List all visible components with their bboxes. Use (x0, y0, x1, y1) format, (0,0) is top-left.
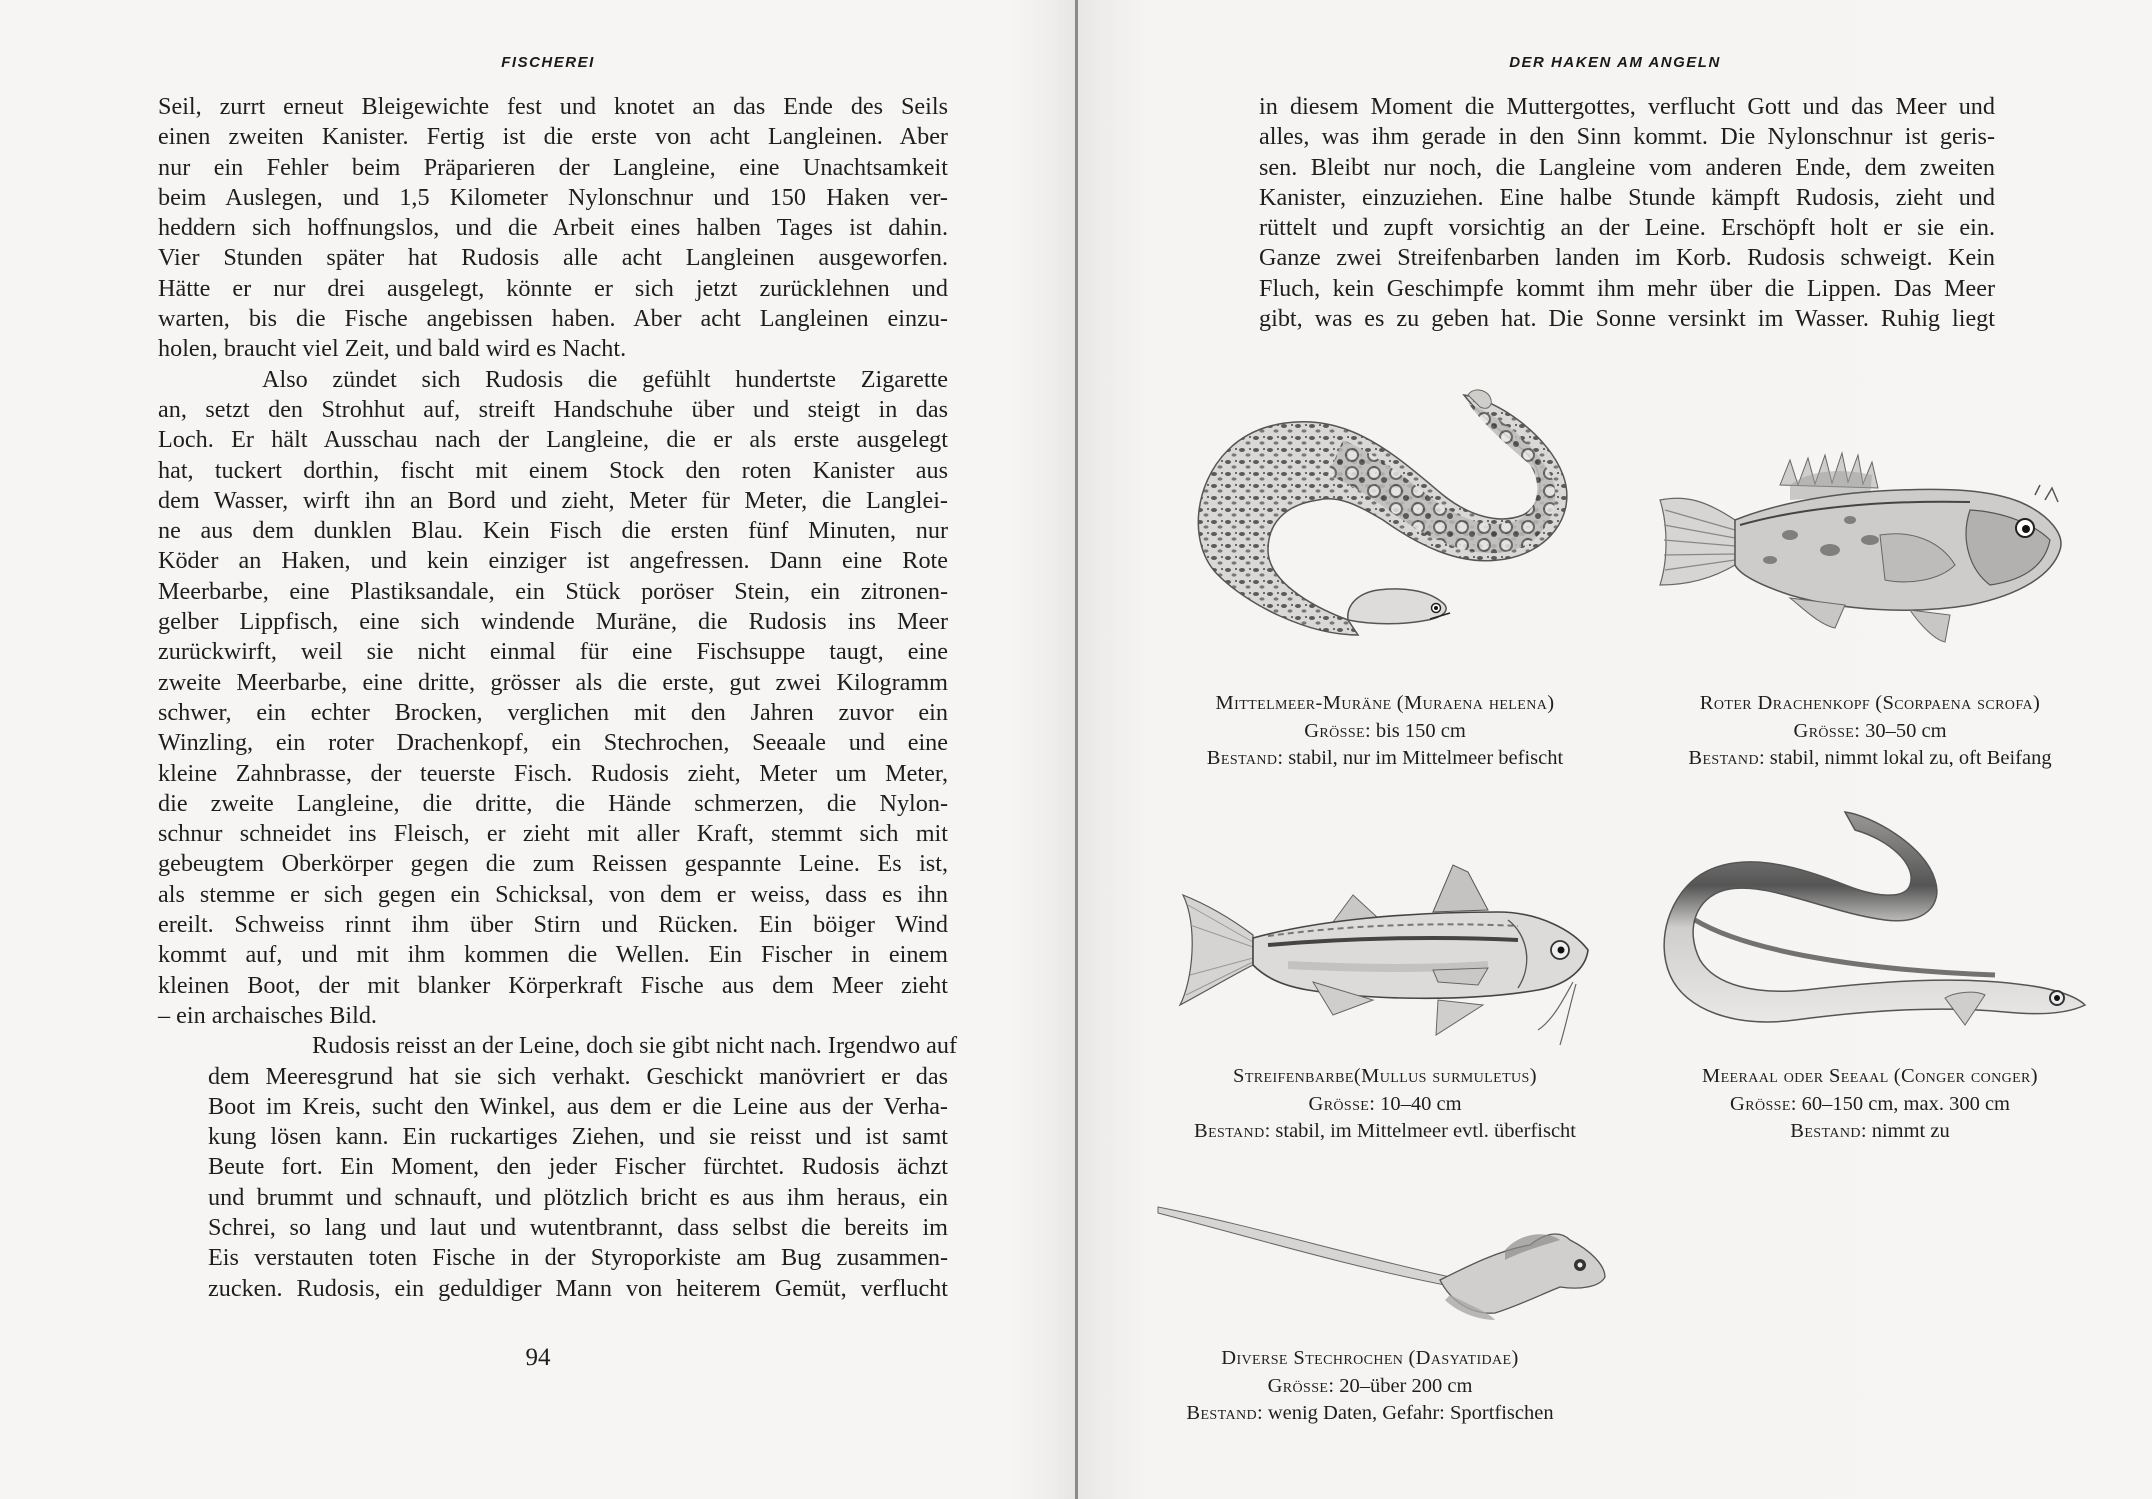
text-line: in diesem Moment die Muttergottes, verflucht Gott und das Meer und (1259, 93, 1995, 120)
stingray-illustration (1150, 1195, 1630, 1325)
text-line: hat, tuckert dorthin, fischt mit einem Stock den roten Kanister aus (158, 456, 948, 484)
latin-name: Dasyatidae (1415, 1347, 1512, 1369)
text-line: – ein archaisches Bild. (158, 1001, 377, 1029)
paragraph (1259, 92, 1995, 334)
size-label: Grösse (1267, 1374, 1329, 1397)
caption-stingray: Diverse Stechrochen (Dasyatidae) Grösse: 20–über 200 cm Bestand: wenig Daten, Gefahr: Sportfischen (1186, 1347, 1554, 1424)
text-line: heddern sich hoffnungslos, und die Arbeit eines halben Tages ist dahin. (158, 214, 948, 242)
text-line: Meerbarbe, eine Plastiksandale, ein Stück poröser Stein, ein zitronen- (158, 577, 948, 605)
text-line: kommt auf, und mit ihm kommen die Wellen. Ein Fischer in einem (158, 941, 948, 969)
size-label: Grösse (1308, 1092, 1370, 1115)
text-line: Vier Stunden später hat Rudosis alle acht Langleinen ausgeworfen. (158, 244, 948, 272)
species-name: Streifenbarbe (1233, 1065, 1354, 1087)
latin-name: Mullus surmuletus (1361, 1065, 1530, 1087)
latin-name: Scorpaena scrofa (1882, 692, 2033, 714)
text-line: dem Wasser, wirft ihn an Bord und zieht, Meter für Meter, die Langlei- (158, 486, 948, 514)
text-line: Boot im Kreis, sucht den Winkel, aus dem er die Leine aus der Verha- (208, 1092, 948, 1120)
stock-value: stabil, nur im Mittelmeer befischt (1288, 747, 1564, 769)
text-line: kung lösen kann. Ein ruckartiges Ziehen, und sie reisst und ist samt (208, 1123, 948, 1151)
size-value: 60–150 cm, max. 300 cm (1801, 1092, 2010, 1115)
text-line: Ganze zwei Streifenbarben landen im Korb. Rudosis schweigt. Kein (1259, 244, 1995, 272)
text-line: Fluch, kein Geschimpfe kommt ihm mehr über die Lippen. Das Meer (1259, 274, 1995, 302)
text-line: und brummt und schnauft, und plötzlich bricht es aus ihm heraus, ein (208, 1183, 948, 1211)
species-name: Roter Drachenkopf (1699, 692, 1871, 714)
text-line: sen. Bleibt nur noch, die Langleine vom anderen Ende, dem zweiten (1259, 153, 1995, 181)
scorpionfish-illustration (1640, 440, 2100, 650)
text-line: alles, was ihm gerade in den Sinn kommt. Die Nylonschnur ist geris- (1259, 123, 1995, 151)
text-line: schnur schneidet ins Fleisch, er zieht mit aller Kraft, stemmt sich mit (158, 820, 948, 848)
stock-label: Bestand (1688, 747, 1759, 769)
size-value: 30–50 cm (1865, 719, 1947, 742)
text-line: als stemme er sich gegen ein Schicksal, von dem er weiss, dass es ihn (158, 880, 948, 908)
size-label: Grösse (1793, 719, 1855, 742)
text-line: zucken. Rudosis, ein geduldiger Mann von heiterem Gemüt, verflucht (208, 1274, 948, 1302)
text-line: Seil, zurrt erneut Bleigewichte fest und knotet an das Ende des Seils (158, 93, 948, 120)
paragraph (208, 1031, 958, 1304)
text-line: die zweite Langleine, die dritte, die Hände schmerzen, die Nylon- (158, 789, 948, 817)
size-value: 10–40 cm (1380, 1092, 1462, 1115)
text-line: Rudosis reisst an der Leine, doch sie gibt nicht nach. Irgendwo auf (312, 1032, 958, 1060)
stock-label: Bestand (1790, 1120, 1861, 1142)
text-line: gelber Lippfisch, eine sich windende Muräne, die Rudosis ins Meer (158, 608, 948, 636)
stock-label: Bestand (1186, 1402, 1257, 1424)
text-line: zurückwirft, weil sie nicht einmal für eine Fischsuppe taugt, eine (158, 638, 948, 666)
text-line: holen, braucht viel Zeit, und bald wird es Nacht. (158, 335, 627, 363)
stock-value: stabil, nimmt lokal zu, oft Beifang (1769, 747, 2052, 769)
stock-value: nimmt zu (1871, 1120, 1950, 1142)
species-name: Diverse Stechrochen (1221, 1347, 1404, 1369)
size-value: bis 150 cm (1375, 719, 1466, 742)
text-line: schwer, ein echter Brocken, verglichen mit den Jahren zuvor ein (158, 698, 948, 726)
text-line: dem Meeresgrund hat sie sich verhakt. Geschickt manövriert er das (208, 1062, 948, 1090)
species-name: Mittelmeer-Muräne (1215, 692, 1392, 714)
text-line: gebeugtem Oberkörper gegen die zum Reissen gespannte Leine. Es ist, (158, 850, 948, 878)
text-line: Kanister, einzuziehen. Eine halbe Stunde kämpft Rudosis, zieht und (1259, 183, 1995, 211)
text-line: nur ein Fehler beim Präparieren der Langleine, eine Unachtsamkeit (158, 153, 948, 181)
running-head-left: FISCHEREI (501, 54, 595, 71)
size-label: Grösse (1304, 719, 1365, 742)
text-line: Köder an Haken, und kein einziger ist angefressen. Dann eine Rote (158, 547, 948, 575)
text-line: Schrei, so lang und laut und wutentbrannt, dass selbst die bereits im (208, 1213, 948, 1241)
text-line: Hätte er nur drei ausgelegt, könnte er sich jetzt zurücklehnen und (158, 274, 948, 302)
text-line: kleinen Boot, der mit blanker Körperkraft Fische aus dem Meer zieht (158, 971, 948, 999)
text-line: zweite Meerbarbe, eine dritte, grösser als die erste, gut zwei Kilogramm (158, 668, 948, 696)
text-line: beim Auslegen, und 1,5 Kilometer Nylonschnur und 150 Haken ver- (158, 183, 948, 211)
text-line: warten, bis die Fische angebissen haben. Aber acht Langleinen einzu- (158, 305, 948, 333)
text-line: rüttelt und zupft vorsichtig an der Leine. Erschöpft holt er sie ein. (1259, 214, 1995, 242)
text-line: Beute fort. Ein Moment, den jeder Fischer fürchtet. Rudosis ächzt (208, 1153, 948, 1181)
red-mullet-illustration (1168, 850, 1608, 1050)
paragraph (158, 365, 948, 1032)
text-line: kleine Zahnbrasse, der teuerste Fisch. Rudosis zieht, Meter um Meter, (158, 759, 948, 787)
paragraph (158, 92, 948, 365)
size-label: Grösse (1730, 1092, 1791, 1115)
moray-eel-illustration (1168, 375, 1598, 665)
left-page-body-text (158, 92, 958, 1304)
text-line: ne aus dem dunklen Blau. Kein Fisch die ersten fünf Minuten, nur (158, 517, 948, 545)
text-line: gibt, was es zu geben hat. Die Sonne versinkt im Wasser. Ruhig liegt (1259, 305, 1995, 333)
page-number: 94 (525, 1344, 551, 1371)
species-name: Meeraal oder Seeaal (1701, 1065, 1889, 1087)
caption-scorpionfish: Roter Drachenkopf (Scorpaena scrofa) Grösse: 30–50 cm Bestand: stabil, nimmt lokal zu, oft Beifang (1688, 692, 2052, 769)
text-line: Also zündet sich Rudosis die gefühlt hundertste Zigarette (262, 365, 948, 393)
stock-label: Bestand (1194, 1120, 1265, 1142)
size-value: 20–über 200 cm (1339, 1374, 1473, 1397)
caption-moray-eel: Mittelmeer-Muräne (Muraena helena) Grösse: bis 150 cm Bestand: stabil, nur im Mittelmeer befischt (1206, 692, 1564, 769)
text-line: ereilt. Schweiss rinnt ihm über Stirn und Rücken. Ein böiger Wind (158, 911, 948, 939)
text-line: Loch. Er hält Ausschau nach der Langleine, die er als erste ausgelegt (158, 426, 948, 454)
text-line: Winzling, ein roter Drachenkopf, ein Stechrochen, Seeaale und eine (158, 729, 948, 757)
caption-conger-eel: Meeraal oder Seeaal (Conger conger) Grösse: 60–150 cm, max. 300 cm Bestand: nimmt zu (1701, 1065, 2039, 1142)
text-line: Eis verstauten toten Fische in der Styroporkiste am Bug zusammen- (208, 1244, 948, 1272)
text-line: einen zweiten Kanister. Fertig ist die erste von acht Langleinen. Aber (158, 123, 948, 151)
running-head-right: DER HAKEN AM ANGELN (1509, 54, 1721, 71)
conger-eel-illustration (1655, 800, 2095, 1040)
stock-value: wenig Daten, Gefahr: Sportfischen (1267, 1402, 1554, 1424)
stock-label: Bestand (1206, 747, 1278, 769)
stock-value: stabil, im Mittelmeer evtl. überfischt (1275, 1120, 1576, 1142)
book-spine-gutter (1075, 0, 1078, 1499)
text-line: an, setzt den Strohhut auf, streift Handschuhe über und steigt in das (158, 395, 948, 423)
right-page-body-text (1259, 92, 1995, 334)
caption-red-mullet: Streifenbarbe(Mullus surmuletus) Grösse: 10–40 cm Bestand: stabil, im Mittelmeer evtl. überfischt (1194, 1065, 1576, 1142)
latin-name: Muraena helena (1403, 692, 1548, 714)
latin-name: Conger conger (1901, 1065, 2031, 1087)
